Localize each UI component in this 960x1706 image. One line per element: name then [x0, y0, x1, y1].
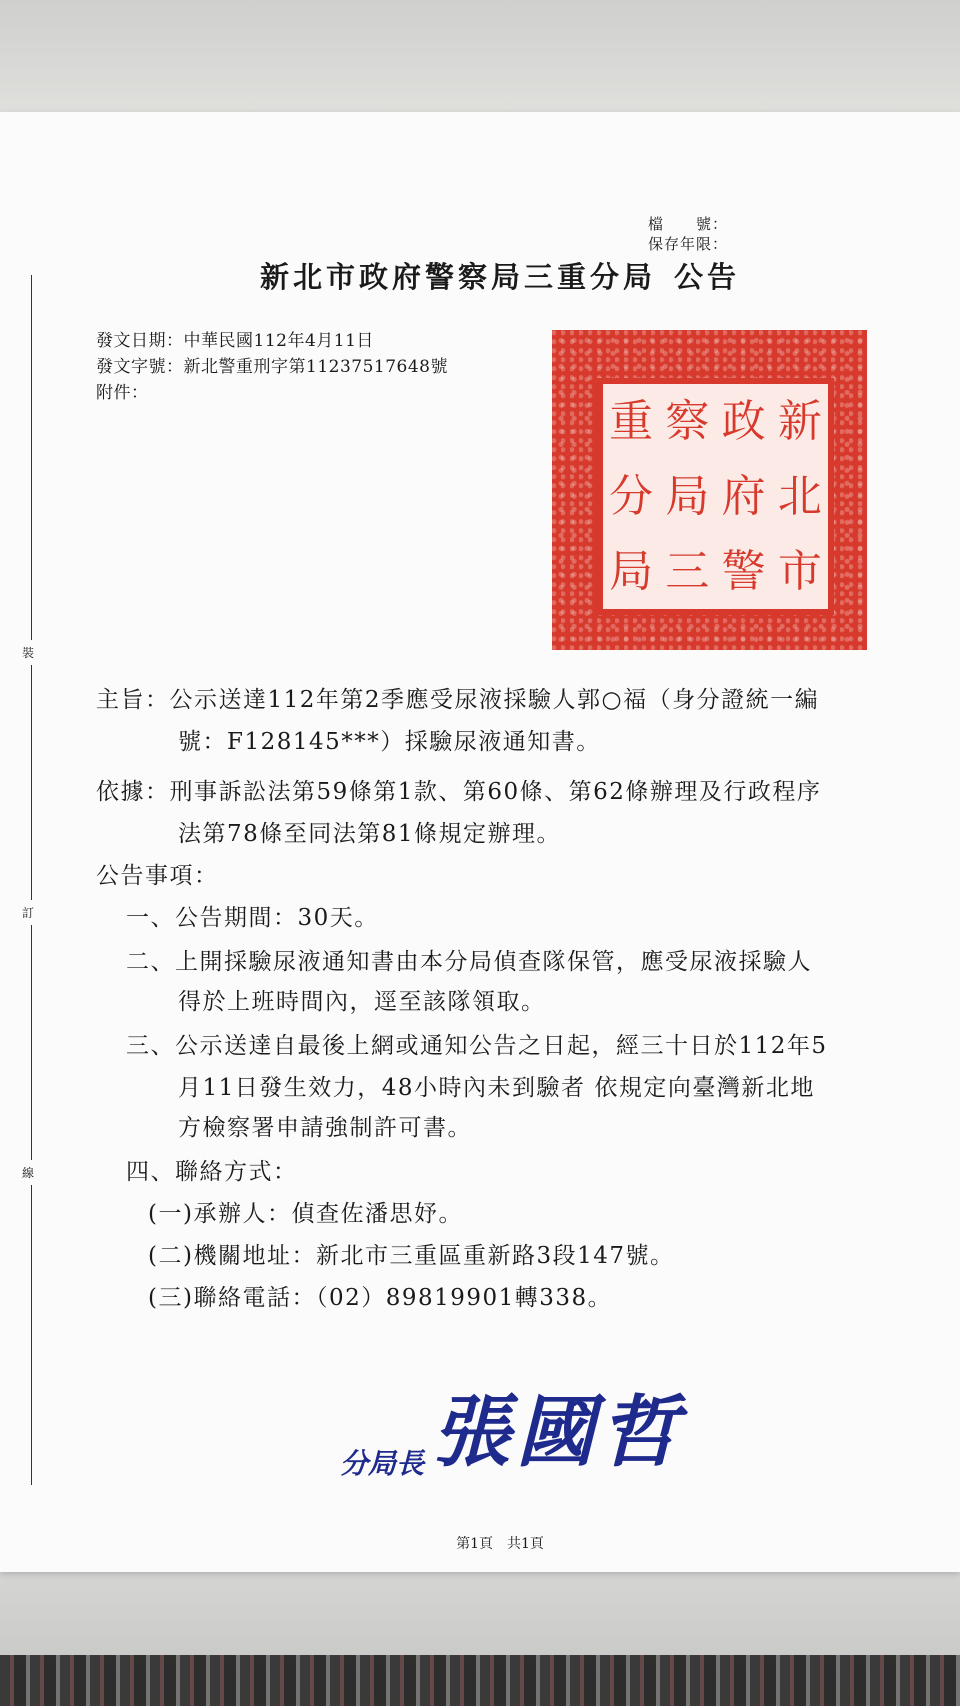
background-top [0, 0, 960, 130]
signature [340, 1370, 684, 1482]
seal-char: 局 [665, 470, 710, 522]
signature-title: 分局長 [340, 1447, 425, 1480]
binding-char: 線 [22, 1160, 34, 1185]
subject-label: 主旨： [96, 687, 170, 713]
seal-char: 分 [609, 470, 654, 522]
notice-item-2: 二、上開採驗尿液通知書由本分局偵查隊保管，應受尿液採驗人 [126, 949, 812, 975]
seal-char: 市 [777, 545, 822, 597]
page-total: 共1頁 [507, 1536, 544, 1552]
signature-name: 張國哲 [432, 1387, 685, 1478]
attachment: 附件： [96, 383, 149, 403]
seal-char: 重 [609, 395, 654, 447]
binding-char: 裝 [22, 640, 34, 665]
notice-label: 公告事項： [96, 863, 219, 889]
contact-phone: (三)聯絡電話：（02）89819901轉338。 [148, 1285, 613, 1311]
basis-label: 依據： [96, 779, 170, 805]
issue-date: 發文日期：中華民國112年4月11日 [96, 331, 374, 351]
document-number: 發文字號：新北警重刑字第11237517648號 [96, 357, 448, 377]
file-meta [648, 214, 728, 254]
seal-char: 北 [777, 470, 822, 522]
subject-text-cont: 號：F128145***）採驗尿液通知書。 [178, 729, 601, 755]
notice-item-4: 四、聯絡方式： [126, 1159, 298, 1185]
seal-char: 警 [721, 545, 766, 597]
seal-char: 三 [665, 545, 710, 597]
seal-inscription [597, 378, 834, 615]
contact-handler: (一)承辦人：偵查佐潘思妤。 [148, 1201, 463, 1227]
page-current: 第1頁 [456, 1536, 493, 1552]
retention-label: 保存年限： [648, 235, 729, 253]
agency-name: 新北市政府警察局三重分局 [259, 260, 656, 294]
binding-char: 訂 [22, 900, 34, 925]
seal-char: 政 [721, 395, 766, 447]
notice-item-2-cont: 得於上班時間內，逕至該隊領取。 [178, 989, 546, 1015]
doc-type: 公告 [674, 260, 741, 294]
document-title [0, 255, 960, 296]
binding-line [31, 275, 32, 1485]
seal-char: 府 [721, 470, 766, 522]
seal-char: 局 [609, 545, 654, 597]
notice-item-1: 一、公告期間：30天。 [126, 905, 379, 931]
seal-char: 察 [665, 395, 710, 447]
basis-row [96, 772, 821, 812]
file-number-label: 檔 號： [648, 215, 729, 233]
basis-text-cont: 法第78條至同法第81條規定辦理。 [178, 821, 562, 847]
notice-item-3-cont: 方檢察署申請強制許可書。 [178, 1115, 472, 1141]
basis-text: 刑事訴訟法第59條第1款、第60條、第62條辦理及行政程序 [169, 779, 822, 805]
notice-item-3-cont: 月11日發生效力，48小時內未到驗者 依規定向臺灣新北地 [178, 1075, 815, 1101]
subject-row [96, 680, 819, 720]
carpet-strip [0, 1655, 960, 1706]
seal-char: 新 [777, 395, 822, 447]
notice-item-3: 三、公示送達自最後上網或通知公告之日起，經三十日於112年5 [126, 1033, 828, 1059]
contact-address: (二)機關地址：新北市三重區重新路3段147號。 [148, 1243, 675, 1269]
official-seal [552, 330, 867, 650]
subject-text: 公示送達112年第2季應受尿液採驗人郭○福（身分證統一編 [169, 687, 820, 713]
document-meta [96, 328, 448, 406]
document-body [96, 680, 916, 1320]
page-number [0, 1533, 960, 1553]
